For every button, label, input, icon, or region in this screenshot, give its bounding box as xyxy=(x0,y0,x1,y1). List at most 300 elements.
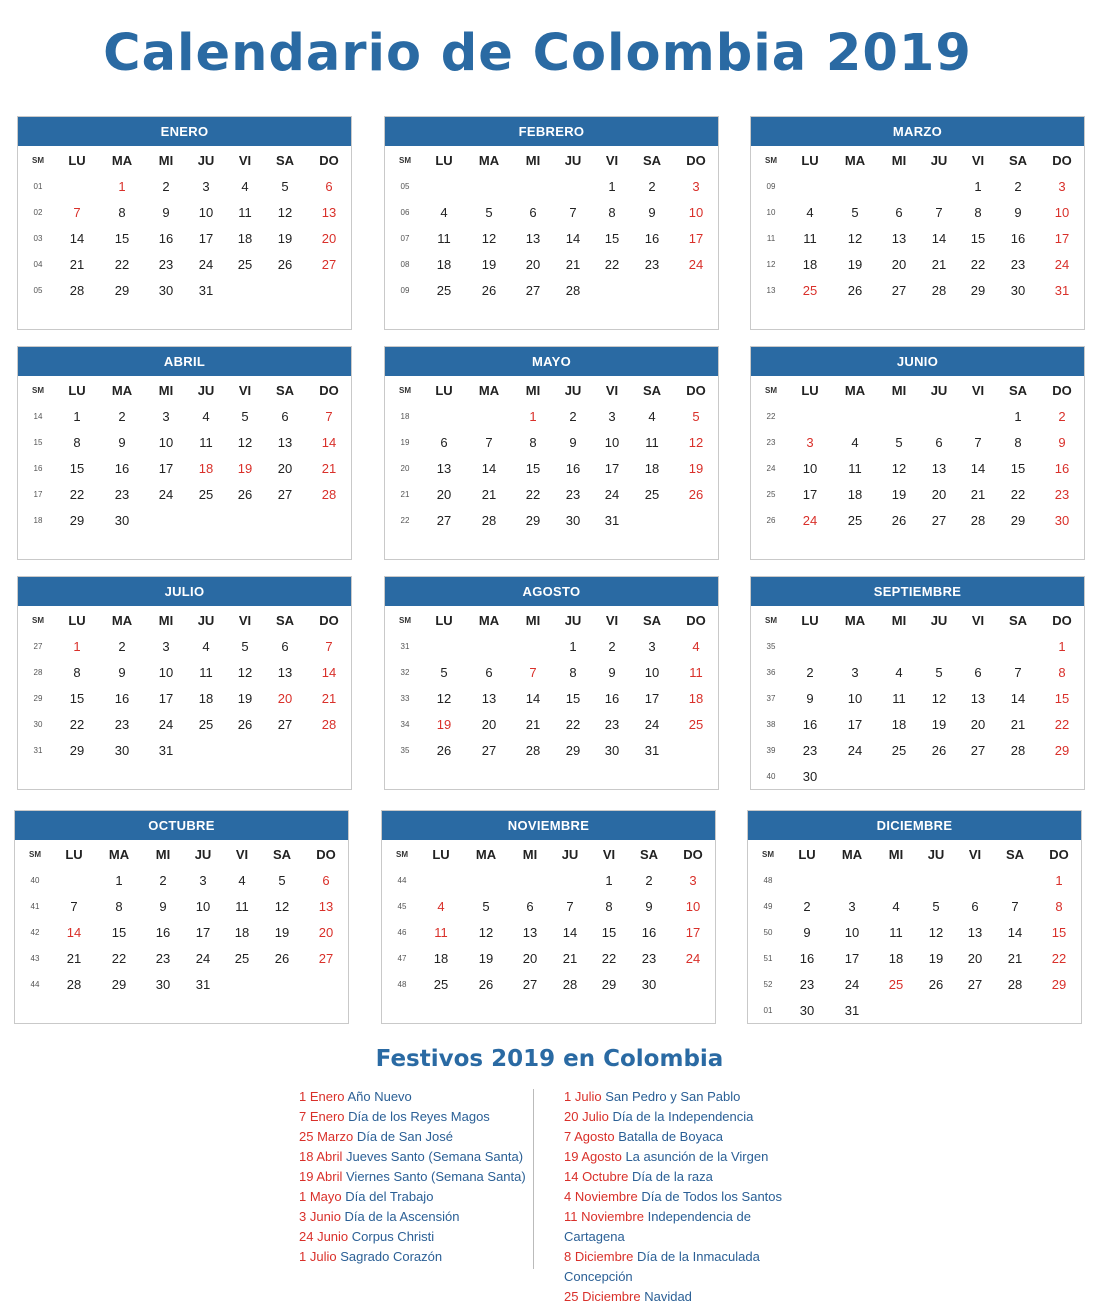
week-number: 25 xyxy=(766,490,776,499)
week-number: 41 xyxy=(30,902,40,911)
weekday-header: MI xyxy=(525,613,541,628)
week-row xyxy=(18,278,351,304)
day-cell: 4 xyxy=(241,179,249,194)
day-cell: 27 xyxy=(891,283,907,298)
month-header: ABRIL xyxy=(18,347,351,376)
day-cell: 6 xyxy=(895,205,903,220)
day-cell: 8 xyxy=(605,899,613,914)
week-row xyxy=(751,404,1084,430)
day-cell: 6 xyxy=(281,409,289,424)
day-cell: 20 xyxy=(967,951,983,966)
day-cell: 19 xyxy=(847,257,863,272)
day-cell: 2 xyxy=(1058,409,1066,424)
day-cell: 23 xyxy=(114,487,130,502)
week-number: 43 xyxy=(30,954,40,963)
week-number: 09 xyxy=(400,286,410,295)
weekday-header: DO xyxy=(1052,153,1072,168)
holiday-name: Independencia de Cartagena xyxy=(564,1209,751,1244)
day-cell: 12 xyxy=(688,435,704,450)
day-cell: 21 xyxy=(565,257,581,272)
day-cell: 18 xyxy=(644,461,660,476)
weekday-header: JU xyxy=(197,613,215,628)
day-cell: 4 xyxy=(202,409,210,424)
day-cell: 16 xyxy=(802,717,818,732)
weekday-header: DO xyxy=(1049,847,1069,862)
day-cell: 2 xyxy=(118,409,126,424)
weekday-header: JU xyxy=(564,383,582,398)
week-row xyxy=(748,946,1081,972)
week-row xyxy=(385,686,718,712)
holiday-item xyxy=(299,1087,529,1107)
holiday-name: Día de la Ascensión xyxy=(344,1209,460,1224)
weekday-header-row xyxy=(15,842,348,868)
day-cell: 10 xyxy=(802,461,818,476)
week-row xyxy=(385,712,718,738)
day-cell: 21 xyxy=(321,691,337,706)
day-cell: 11 xyxy=(848,461,862,476)
day-cell: 16 xyxy=(114,691,130,706)
day-cell: 25 xyxy=(198,717,214,732)
week-row xyxy=(748,972,1081,998)
week-number: 06 xyxy=(400,208,410,217)
day-cell: 20 xyxy=(277,461,293,476)
day-cell: 26 xyxy=(928,977,944,992)
day-cell: 11 xyxy=(199,665,213,680)
month-enero xyxy=(17,116,352,330)
week-number: 48 xyxy=(763,876,773,885)
weekday-header: MA xyxy=(475,847,497,862)
day-cell: 28 xyxy=(321,487,337,502)
day-cell: 29 xyxy=(525,513,541,528)
day-cell: 15 xyxy=(1010,461,1026,476)
week-row xyxy=(751,174,1084,200)
week-row xyxy=(385,738,718,764)
day-cell: 13 xyxy=(891,231,907,246)
day-cell: 26 xyxy=(481,283,497,298)
week-row xyxy=(18,482,351,508)
weekday-header: VI xyxy=(971,383,985,398)
weekday-header: DO xyxy=(1052,613,1072,628)
weekday-header: MI xyxy=(525,153,541,168)
week-number: 13 xyxy=(766,286,776,295)
day-cell: 4 xyxy=(895,665,903,680)
month-julio xyxy=(17,576,352,790)
day-cell: 17 xyxy=(644,691,660,706)
day-cell: 13 xyxy=(931,461,947,476)
day-cell: 29 xyxy=(970,283,986,298)
day-cell: 12 xyxy=(274,899,290,914)
day-cell: 2 xyxy=(118,639,126,654)
day-cell: 19 xyxy=(928,951,944,966)
weekday-header: MI xyxy=(158,153,174,168)
day-cell: 18 xyxy=(802,257,818,272)
day-cell: 28 xyxy=(481,513,497,528)
week-number: 05 xyxy=(400,182,410,191)
weekday-header: SA xyxy=(1008,613,1028,628)
day-cell: 30 xyxy=(114,743,130,758)
day-cell: 18 xyxy=(436,257,452,272)
week-row xyxy=(385,508,718,534)
day-cell: 23 xyxy=(799,977,815,992)
weekday-header: SA xyxy=(1005,847,1025,862)
day-cell: 25 xyxy=(888,977,904,992)
weekday-header: LU xyxy=(801,383,819,398)
day-cell: 31 xyxy=(1054,283,1070,298)
day-cell: 28 xyxy=(321,717,337,732)
week-row xyxy=(748,920,1081,946)
weekday-header: MI xyxy=(158,613,174,628)
day-cell: 17 xyxy=(847,717,863,732)
day-cell: 20 xyxy=(436,487,452,502)
week-number: 22 xyxy=(400,516,410,525)
month-header: JULIO xyxy=(18,577,351,606)
weekday-header: JU xyxy=(194,847,212,862)
day-cell: 13 xyxy=(321,205,337,220)
day-cell: 10 xyxy=(844,925,860,940)
weekday-header-row xyxy=(751,378,1084,404)
weekday-header: MA xyxy=(844,153,866,168)
day-cell: 22 xyxy=(604,257,620,272)
day-cell: 21 xyxy=(562,951,578,966)
day-cell: 4 xyxy=(851,435,859,450)
week-number: 39 xyxy=(766,746,776,755)
week-number: 19 xyxy=(400,438,410,447)
holiday-name: Día de la raza xyxy=(631,1169,713,1184)
day-cell: 3 xyxy=(199,873,207,888)
day-cell: 3 xyxy=(689,873,697,888)
day-cell: 8 xyxy=(608,205,616,220)
day-cell: 6 xyxy=(322,873,330,888)
weekday-header: LU xyxy=(801,153,819,168)
weekday-header: DO xyxy=(319,383,339,398)
week-number: 50 xyxy=(763,928,773,937)
holiday-name: Día de la Inmaculada Concepción xyxy=(564,1249,760,1284)
holiday-name: Batalla de Boyaca xyxy=(618,1129,724,1144)
day-cell: 8 xyxy=(115,899,123,914)
day-cell: 8 xyxy=(529,435,537,450)
day-cell: 12 xyxy=(478,925,494,940)
day-cell: 3 xyxy=(648,639,656,654)
day-cell: 7 xyxy=(70,899,78,914)
weekday-header: MI xyxy=(891,153,907,168)
day-cell: 22 xyxy=(970,257,986,272)
day-cell: 7 xyxy=(1011,899,1019,914)
weekday-header: DO xyxy=(686,383,706,398)
day-cell: 30 xyxy=(158,283,174,298)
day-cell: 28 xyxy=(66,977,82,992)
weekday-header: DO xyxy=(683,847,703,862)
day-cell: 8 xyxy=(1058,665,1066,680)
week-number: 46 xyxy=(397,928,407,937)
day-cell: 27 xyxy=(436,513,452,528)
weekday-header: SA xyxy=(275,153,295,168)
week-number: 30 xyxy=(33,720,43,729)
day-cell: 25 xyxy=(234,951,250,966)
day-cell: 10 xyxy=(688,205,704,220)
weekday-header-row xyxy=(385,378,718,404)
day-cell: 3 xyxy=(162,409,170,424)
day-cell: 6 xyxy=(325,179,333,194)
week-number: 11 xyxy=(766,234,776,243)
day-cell: 21 xyxy=(970,487,986,502)
day-cell: 6 xyxy=(935,435,943,450)
month-header: JUNIO xyxy=(751,347,1084,376)
week-number: 49 xyxy=(763,902,773,911)
day-cell: 9 xyxy=(608,665,616,680)
day-cell: 29 xyxy=(1051,977,1067,992)
day-cell: 7 xyxy=(935,205,943,220)
holiday-name: La asunción de la Virgen xyxy=(625,1149,769,1164)
day-cell: 5 xyxy=(482,899,490,914)
day-cell: 18 xyxy=(237,231,253,246)
weekday-header: MI xyxy=(158,383,174,398)
day-cell: 30 xyxy=(565,513,581,528)
week-row xyxy=(18,404,351,430)
holiday-item xyxy=(564,1107,794,1127)
month-febrero xyxy=(384,116,719,330)
week-row xyxy=(748,894,1081,920)
week-number: 44 xyxy=(397,876,407,885)
day-cell: 18 xyxy=(688,691,704,706)
day-cell: 12 xyxy=(891,461,907,476)
day-cell: 12 xyxy=(928,925,944,940)
week-number: 45 xyxy=(397,902,407,911)
month-header: ENERO xyxy=(18,117,351,146)
week-number: 37 xyxy=(766,694,776,703)
day-cell: 23 xyxy=(802,743,818,758)
day-cell: 1 xyxy=(1058,639,1066,654)
day-cell: 20 xyxy=(891,257,907,272)
day-cell: 2 xyxy=(648,179,656,194)
week-number: 04 xyxy=(33,260,43,269)
week-row xyxy=(385,174,718,200)
weekday-header-row xyxy=(18,608,351,634)
weekday-header: DO xyxy=(1052,383,1072,398)
day-cell: 7 xyxy=(1014,665,1022,680)
day-cell: 25 xyxy=(436,283,452,298)
day-cell: 3 xyxy=(692,179,700,194)
week-number: 42 xyxy=(30,928,40,937)
holiday-item xyxy=(299,1107,529,1127)
day-cell: 10 xyxy=(158,435,174,450)
day-cell: 21 xyxy=(66,951,82,966)
day-cell: 11 xyxy=(238,205,252,220)
day-cell: 16 xyxy=(114,461,130,476)
day-cell: 19 xyxy=(237,691,253,706)
day-cell: 26 xyxy=(847,283,863,298)
holiday-name: Día de Todos los Santos xyxy=(641,1189,783,1204)
week-row xyxy=(751,712,1084,738)
day-cell: 17 xyxy=(198,231,214,246)
day-cell: 27 xyxy=(931,513,947,528)
day-cell: 4 xyxy=(437,899,445,914)
day-cell: 17 xyxy=(844,951,860,966)
day-cell: 1 xyxy=(73,639,81,654)
day-cell: 28 xyxy=(970,513,986,528)
day-cell: 26 xyxy=(277,257,293,272)
day-cell: 31 xyxy=(844,1003,860,1018)
week-number: 18 xyxy=(400,412,410,421)
day-cell: 1 xyxy=(529,409,537,424)
weekday-header: SA xyxy=(642,383,662,398)
weekday-header-row xyxy=(751,148,1084,174)
weekday-header: DO xyxy=(686,613,706,628)
weekday-header-row xyxy=(18,148,351,174)
day-cell: 31 xyxy=(604,513,620,528)
day-cell: 29 xyxy=(111,977,127,992)
day-cell: 6 xyxy=(526,899,534,914)
week-row xyxy=(18,226,351,252)
weekday-header: MA xyxy=(111,613,133,628)
weekday-header: JU xyxy=(561,847,579,862)
week-row xyxy=(18,200,351,226)
week-row xyxy=(18,174,351,200)
holiday-name: Año Nuevo xyxy=(347,1089,412,1104)
week-row xyxy=(385,482,718,508)
day-cell: 4 xyxy=(440,205,448,220)
weekday-header: VI xyxy=(238,613,252,628)
day-cell: 29 xyxy=(69,743,85,758)
weekday-header: JU xyxy=(930,383,948,398)
day-cell: 16 xyxy=(565,461,581,476)
week-row xyxy=(751,634,1084,660)
weekday-header: VI xyxy=(971,613,985,628)
day-cell: 21 xyxy=(525,717,541,732)
week-number: 35 xyxy=(766,642,776,651)
day-cell: 7 xyxy=(569,205,577,220)
day-cell: 24 xyxy=(1054,257,1070,272)
weekday-header: LU xyxy=(68,383,86,398)
weekday-header: MA xyxy=(108,847,130,862)
day-cell: 13 xyxy=(277,435,293,450)
month-octubre xyxy=(14,810,349,1024)
weekday-header: VI xyxy=(602,847,616,862)
day-cell: 26 xyxy=(237,717,253,732)
day-cell: 24 xyxy=(802,513,818,528)
day-cell: 7 xyxy=(325,409,333,424)
day-cell: 4 xyxy=(648,409,656,424)
day-cell: 16 xyxy=(644,231,660,246)
month-septiembre xyxy=(750,576,1085,790)
weekday-header: DO xyxy=(686,153,706,168)
day-cell: 22 xyxy=(1054,717,1070,732)
holidays-list-right xyxy=(564,1087,794,1307)
day-cell: 30 xyxy=(641,977,657,992)
weekday-header: LU xyxy=(68,153,86,168)
day-cell: 11 xyxy=(892,691,906,706)
weekday-header: VI xyxy=(238,383,252,398)
day-cell: 18 xyxy=(891,717,907,732)
month-marzo xyxy=(750,116,1085,330)
week-number-header: SM xyxy=(396,850,408,859)
weekday-header: SA xyxy=(272,847,292,862)
week-row xyxy=(751,660,1084,686)
holiday-item xyxy=(564,1247,794,1287)
day-cell: 5 xyxy=(851,205,859,220)
week-number-header: SM xyxy=(32,386,44,395)
week-number: 34 xyxy=(400,720,410,729)
week-number: 31 xyxy=(400,642,410,651)
day-cell: 22 xyxy=(601,951,617,966)
holiday-date: 19 Abril xyxy=(299,1169,343,1184)
day-cell: 20 xyxy=(481,717,497,732)
day-cell: 9 xyxy=(1014,205,1022,220)
day-cell: 26 xyxy=(436,743,452,758)
day-cell: 14 xyxy=(321,435,337,450)
day-cell: 7 xyxy=(73,205,81,220)
holiday-date: 8 Diciembre xyxy=(564,1249,634,1264)
day-cell: 26 xyxy=(931,743,947,758)
weekday-header: LU xyxy=(68,613,86,628)
day-cell: 18 xyxy=(198,461,214,476)
day-cell: 14 xyxy=(562,925,578,940)
day-cell: 19 xyxy=(237,461,253,476)
holiday-item xyxy=(299,1167,529,1187)
holiday-date: 3 Junio xyxy=(299,1209,341,1224)
holiday-name: Sagrado Corazón xyxy=(340,1249,443,1264)
day-cell: 17 xyxy=(802,487,818,502)
month-abril xyxy=(17,346,352,560)
day-cell: 12 xyxy=(277,205,293,220)
holiday-item xyxy=(564,1147,794,1167)
week-number: 26 xyxy=(766,516,776,525)
weekday-header: JU xyxy=(930,613,948,628)
day-cell: 21 xyxy=(69,257,85,272)
week-number: 32 xyxy=(400,668,410,677)
day-cell: 13 xyxy=(522,925,538,940)
day-cell: 6 xyxy=(971,899,979,914)
week-number: 22 xyxy=(766,412,776,421)
holiday-date: 11 Noviembre xyxy=(564,1209,644,1224)
week-number: 38 xyxy=(766,720,776,729)
day-cell: 27 xyxy=(318,951,334,966)
day-cell: 27 xyxy=(481,743,497,758)
holiday-item xyxy=(564,1207,794,1247)
day-cell: 5 xyxy=(935,665,943,680)
weekday-header: VI xyxy=(605,613,619,628)
weekday-header: JU xyxy=(927,847,945,862)
week-number-header: SM xyxy=(765,616,777,625)
weekday-header: VI xyxy=(605,383,619,398)
day-cell: 9 xyxy=(162,205,170,220)
month-mayo xyxy=(384,346,719,560)
holiday-item xyxy=(299,1247,529,1267)
weekday-header: DO xyxy=(319,153,339,168)
day-cell: 27 xyxy=(321,257,337,272)
week-row xyxy=(382,920,715,946)
day-cell: 17 xyxy=(158,461,174,476)
holiday-date: 25 Marzo xyxy=(299,1129,354,1144)
day-cell: 25 xyxy=(237,257,253,272)
week-row xyxy=(15,894,348,920)
day-cell: 19 xyxy=(277,231,293,246)
day-cell: 8 xyxy=(1014,435,1022,450)
day-cell: 1 xyxy=(569,639,577,654)
weekday-header: SA xyxy=(639,847,659,862)
day-cell: 26 xyxy=(688,487,704,502)
day-cell: 16 xyxy=(1010,231,1026,246)
holiday-date: 7 Enero xyxy=(299,1109,345,1124)
day-cell: 29 xyxy=(601,977,617,992)
day-cell: 28 xyxy=(1007,977,1023,992)
day-cell: 14 xyxy=(1010,691,1026,706)
day-cell: 14 xyxy=(931,231,947,246)
weekday-header: SA xyxy=(1008,383,1028,398)
day-cell: 31 xyxy=(158,743,174,758)
day-cell: 15 xyxy=(970,231,986,246)
week-row xyxy=(18,508,351,534)
day-cell: 6 xyxy=(974,665,982,680)
